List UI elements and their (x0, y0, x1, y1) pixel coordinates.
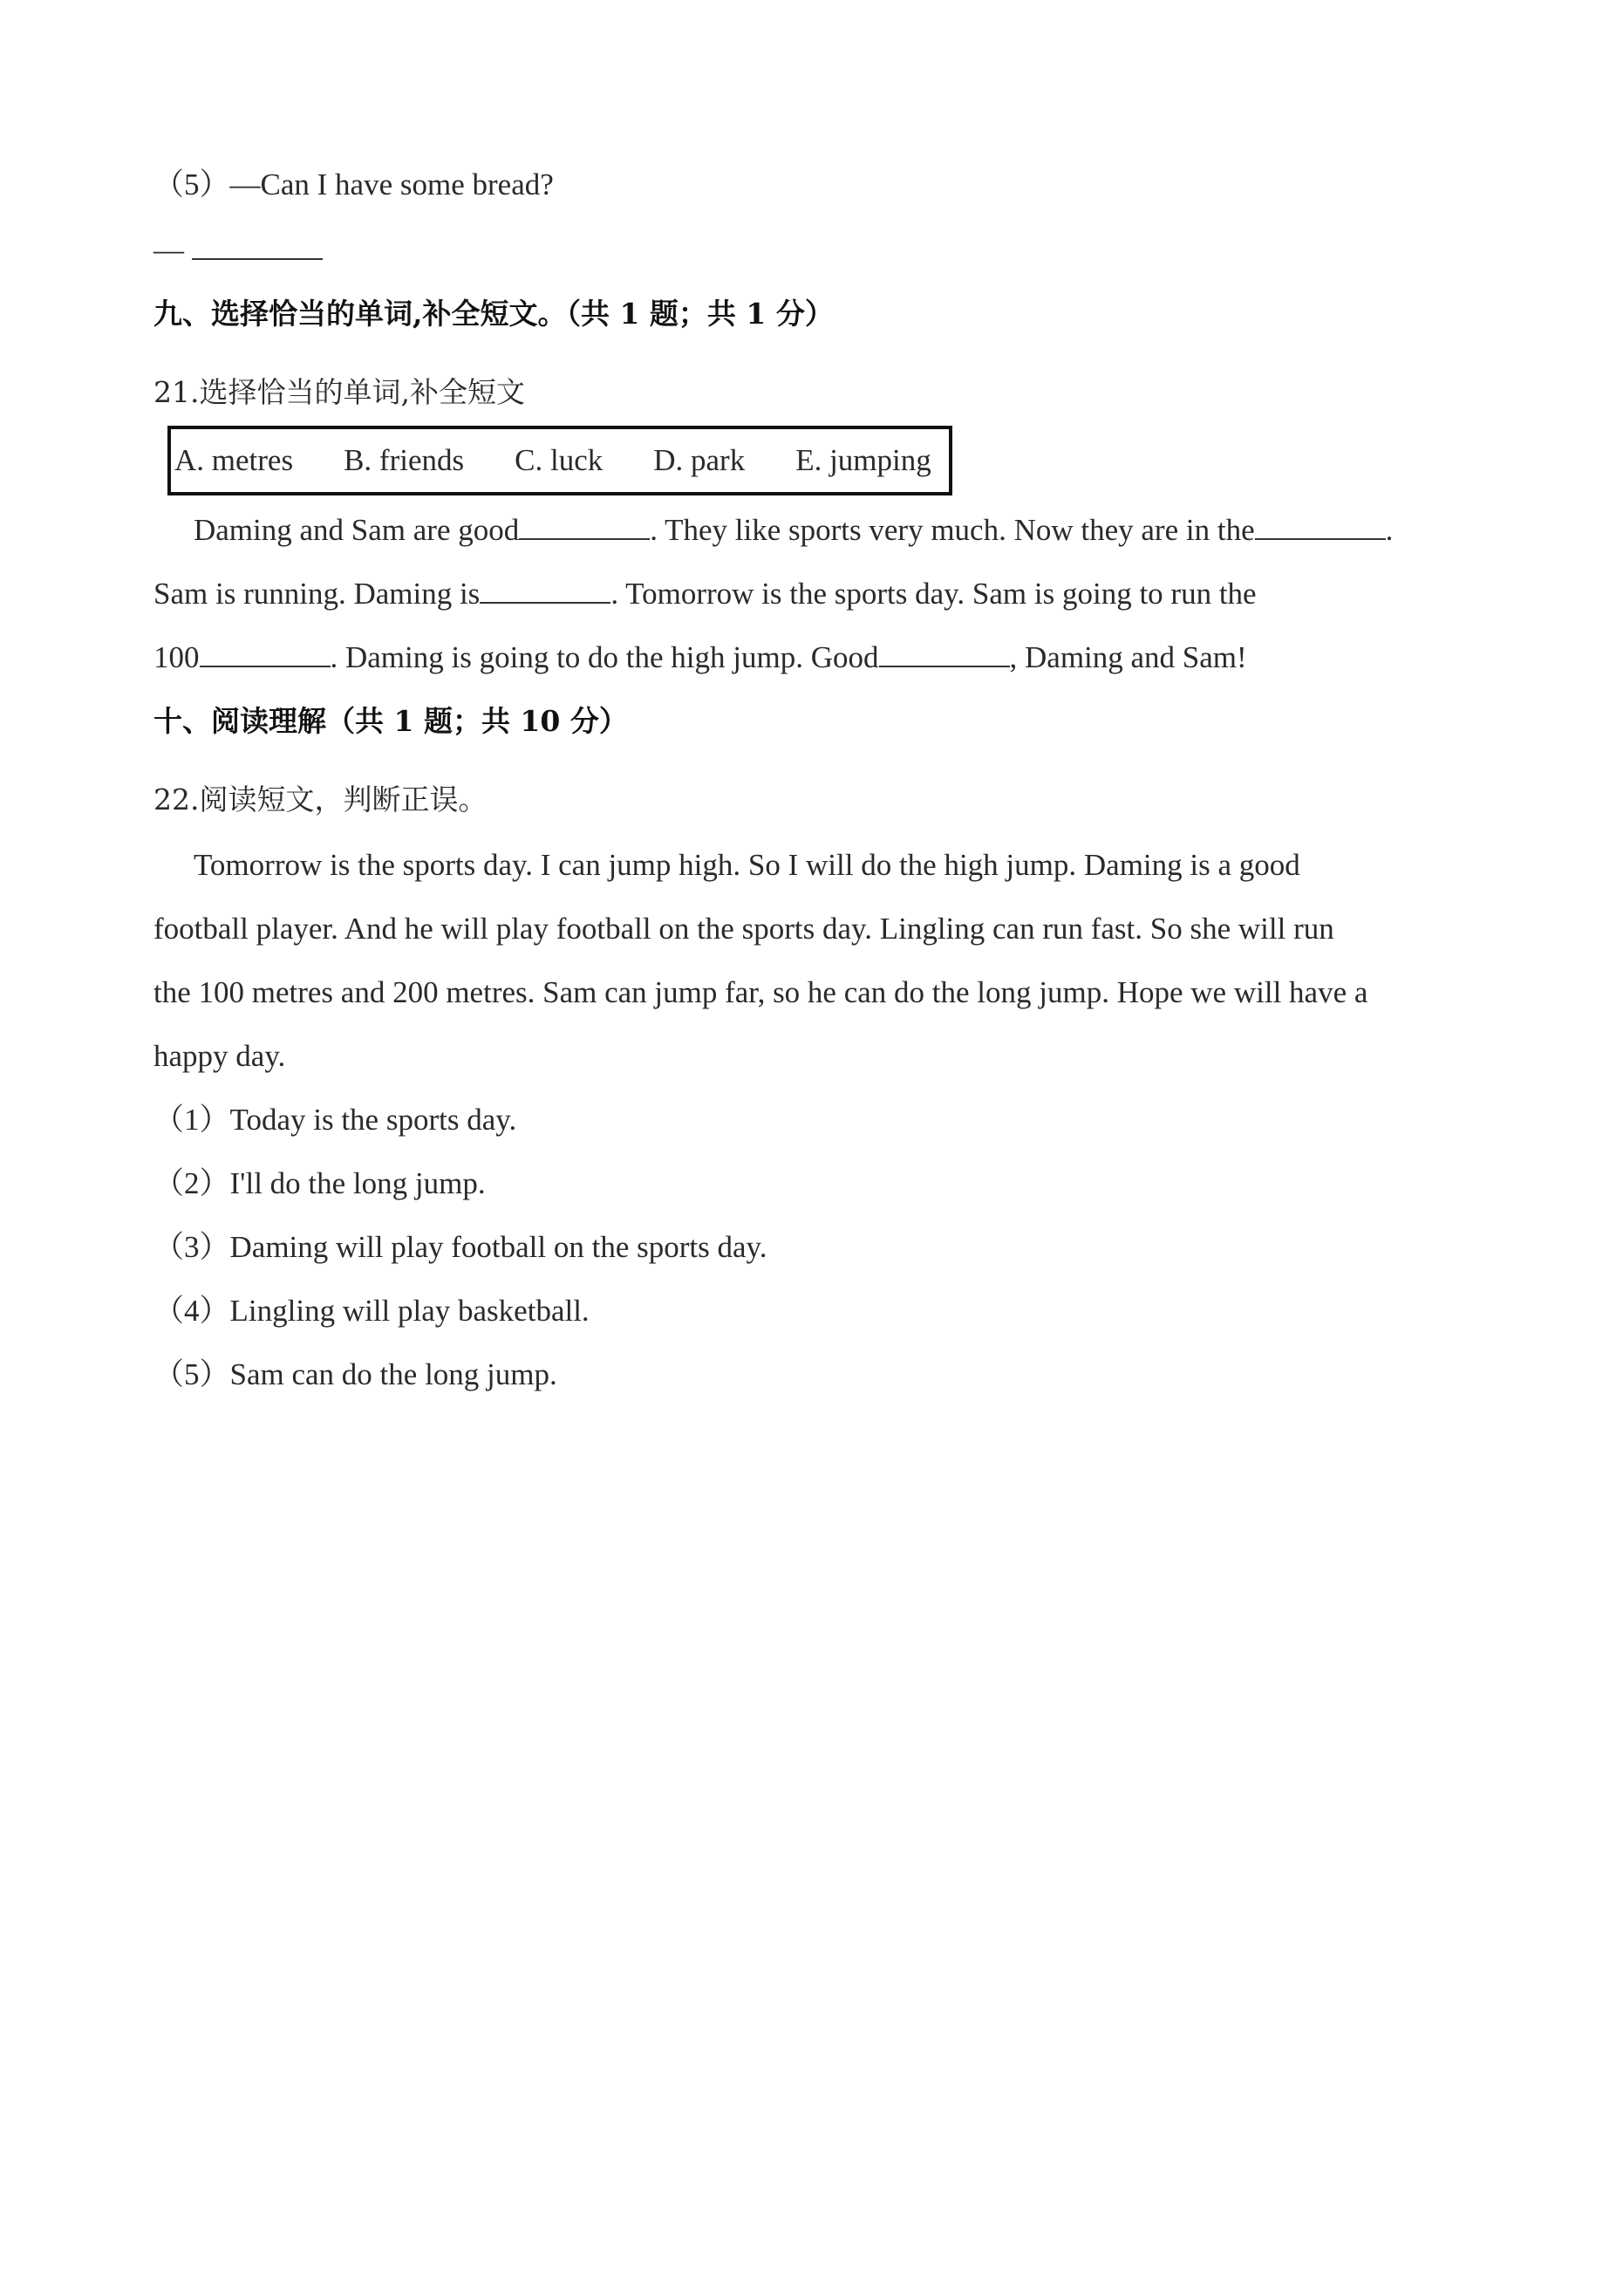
q22-item-3 (153, 1228, 767, 1267)
q22-passage-line-1: Tomorrow is the sports day. I can jump high. So I will do the high jump. Daming is a good (194, 848, 1300, 882)
passage-text: Sam is running. Daming is (153, 577, 481, 611)
q22-item-2 (153, 1165, 486, 1203)
q21-passage-line-1 (194, 511, 1393, 550)
passage-text: , Daming and Sam! (1009, 640, 1247, 674)
item-number: （3） (153, 1230, 230, 1264)
option-b: B. friends (344, 443, 465, 477)
passage-text: . They like sports very much. Now they are in the (650, 513, 1255, 547)
item-number: （1） (153, 1103, 230, 1137)
passage-text: 100 (153, 640, 200, 674)
item-number: （5） (153, 1357, 230, 1391)
answer-blank[interactable] (192, 232, 323, 260)
item-text: Sam can do the long jump. (229, 1357, 557, 1391)
q20-item5-answer (153, 231, 323, 270)
blank-2[interactable] (1255, 512, 1386, 540)
passage-text: Daming and Sam are good (194, 513, 520, 547)
q22-item-5 (153, 1356, 557, 1394)
item-number: （5） (153, 167, 230, 202)
item-text: Today is the sports day. (229, 1103, 517, 1137)
q22-title: 22.阅读短文，判断正误。 (153, 782, 488, 817)
word-bank-box (167, 426, 952, 495)
blank-4[interactable] (200, 639, 331, 667)
option-e: E. jumping (795, 443, 931, 477)
option-d: D. park (653, 443, 746, 477)
passage-text: . Tomorrow is the sports day. Sam is going to run the (610, 577, 1257, 611)
passage-text: . Daming is going to do the high jump. Good (330, 640, 879, 674)
q21-title: 21.选择恰当的单词,补全短文 (153, 375, 525, 409)
blank-3[interactable] (480, 576, 610, 604)
item-number: （4） (153, 1294, 230, 1328)
q21-passage-line-2 (153, 575, 1257, 613)
q20-item5-question (153, 166, 554, 204)
item-text: I'll do the long jump. (229, 1166, 486, 1200)
question-text: —Can I have some bread? (229, 167, 554, 202)
option-c: C. luck (515, 443, 604, 477)
option-a: A. metres (174, 443, 294, 477)
q22-item-1 (153, 1101, 516, 1139)
section-10-heading: 十、阅读理解（共 1 题；共 10 分） (153, 704, 628, 738)
q22-passage-line-3: the 100 metres and 200 metres. Sam can jump far, so he can do the long jump. Hope we will have a (153, 975, 1368, 1009)
item-number: （2） (153, 1166, 230, 1200)
answer-dash: — (153, 233, 192, 267)
section-9-heading: 九、选择恰当的单词,补全短文。（共 1 题；共 1 分） (153, 297, 834, 331)
item-text: Daming will play football on the sports day. (229, 1230, 767, 1264)
q22-passage-line-4: happy day. (153, 1039, 286, 1073)
q22-item-4 (153, 1292, 590, 1330)
blank-1[interactable] (519, 512, 650, 540)
blank-5[interactable] (879, 639, 1010, 667)
passage-text: . (1385, 513, 1394, 547)
item-text: Lingling will play basketball. (229, 1294, 590, 1328)
q22-passage-line-2: football player. And he will play football on the sports day. Lingling can run fast. So she will run (153, 912, 1334, 946)
q21-passage-line-3 (153, 639, 1247, 677)
